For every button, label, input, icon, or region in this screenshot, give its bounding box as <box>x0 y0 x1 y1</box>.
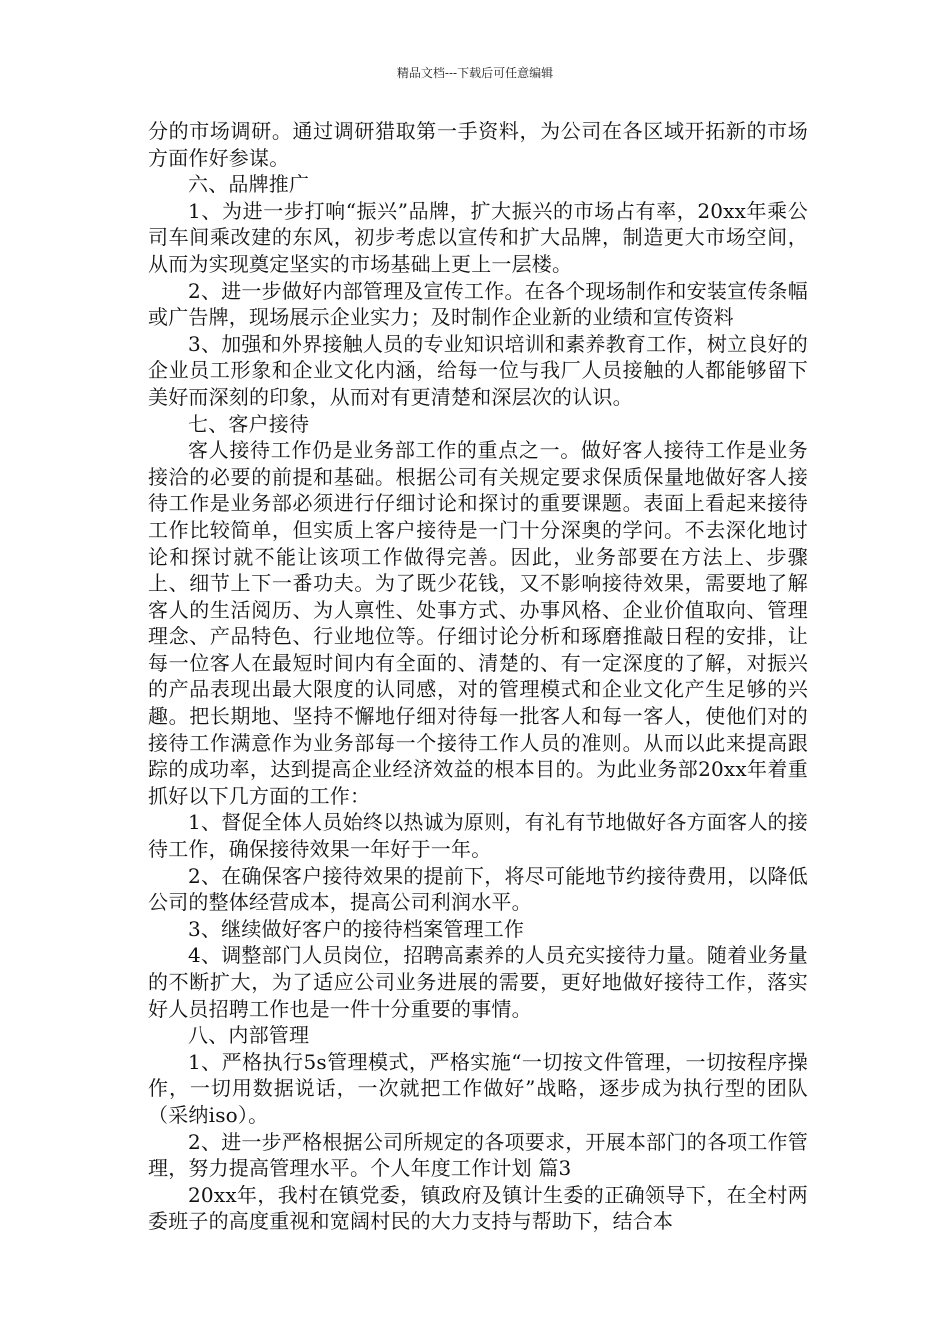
paragraph-brand-1: 1、为进一步打响“振兴”品牌，扩大振兴的市场占有率，20xx年乘公司车间乘改建的东风，初步考虑以宣传和扩大品牌，制造更大市场空间，从而为实现奠定坚实的市场基础上更上一层楼。 <box>148 198 808 276</box>
document-body <box>148 118 808 1235</box>
paragraph-reception-4: 4、调整部门人员岗位，招聘高素养的人员充实接待力量。随着业务量的不断扩大，为了适应公司业务进展的需要，更好地做好接待工作，落实好人员招聘工作也是一件十分重要的事情。 <box>148 943 808 1021</box>
paragraph-management-1: 1、严格执行5s管理模式，严格实施“一切按文件管理，一切按程序操作，一切用数据说话，一次就把工作做好”战略，逐步成为执行型的团队（采纳iso）。 <box>148 1049 808 1127</box>
paragraph-brand-2: 2、进一步做好内部管理及宣传工作。在各个现场制作和安装宣传条幅或广告牌，现场展示企业实力；及时制作企业新的业绩和宣传资料 <box>148 278 808 330</box>
page-header: 精品文档---下载后可任意编辑 <box>396 66 554 80</box>
paragraph-management-2: 2、进一步严格根据公司所规定的各项要求，开展本部门的各项工作管理，努力提高管理水平。个人年度工作计划 篇3 <box>148 1129 808 1181</box>
paragraph-reception-intro: 客人接待工作仍是业务部工作的重点之一。做好客人接待工作是业务接洽的必要的前提和基础。根据公司有关规定要求保质保量地做好客人接待工作是业务部必须进行仔细讨论和探讨的重要课题。表面上看起来接待工作比较简单，但实质上客户接待是一门十分深奥的学问。不去深化地讨论和探讨就不能让该项工作做得完善。因此，业务部要在方法上、步骤上、细节上下一番功夫。为了既少花钱，又不影响接待效果，需要地了解客人的生活阅历、为人禀性、处事方式、办事风格、企业价值取向、管理理念、产品特色、行业地位等。仔细讨论分析和琢磨推敲日程的安排，让每一位客人在最短时间内有全面的、清楚的、有一定深度的了解，对振兴的产品表现出最大限度的认同感，对的管理模式和企业文化产生足够的兴趣。把长期地、坚持不懈地仔细对待每一批客人和每一客人，使他们对的接待工作满意作为业务部每一个接待工作人员的准则。从而以此来提高跟踪的成功率，达到提高企业经济效益的根本目的。为此业务部20xx年着重抓好以下几方面的工作： <box>148 438 808 808</box>
paragraph-brand-3: 3、加强和外界接触人员的专业知识培训和素养教育工作，树立良好的企业员工形象和企业文化内涵，给每一位与我厂人员接触的人都能够留下美好而深刻的印象，从而对有更清楚和深层次的认识。 <box>148 331 808 409</box>
paragraph-reception-2: 2、在确保客户接待效果的提前下，将尽可能地节约接待费用，以降低公司的整体经营成本，提高公司利润水平。 <box>148 863 808 915</box>
paragraph-plan-3-intro: 20xx年，我村在镇党委，镇政府及镇计生委的正确领导下，在全村两委班子的高度重视和宽阔村民的大力支持与帮助下，结合本 <box>148 1182 808 1234</box>
heading-brand-promotion: 六、品牌推广 <box>188 172 310 197</box>
heading-internal-management: 八、内部管理 <box>188 1023 310 1048</box>
paragraph-reception-1: 1、督促全体人员始终以热诚为原则，有礼有节地做好各方面客人的接待工作，确保接待效果一年好于一年。 <box>148 810 808 862</box>
paragraph-market-research: 分的市场调研。通过调研猎取第一手资料，为公司在各区域开拓新的市场方面作好参谋。 <box>148 119 808 170</box>
paragraph-reception-3: 3、继续做好客户的接待档案管理工作 <box>188 916 525 941</box>
heading-customer-reception: 七、客户接待 <box>188 411 310 436</box>
